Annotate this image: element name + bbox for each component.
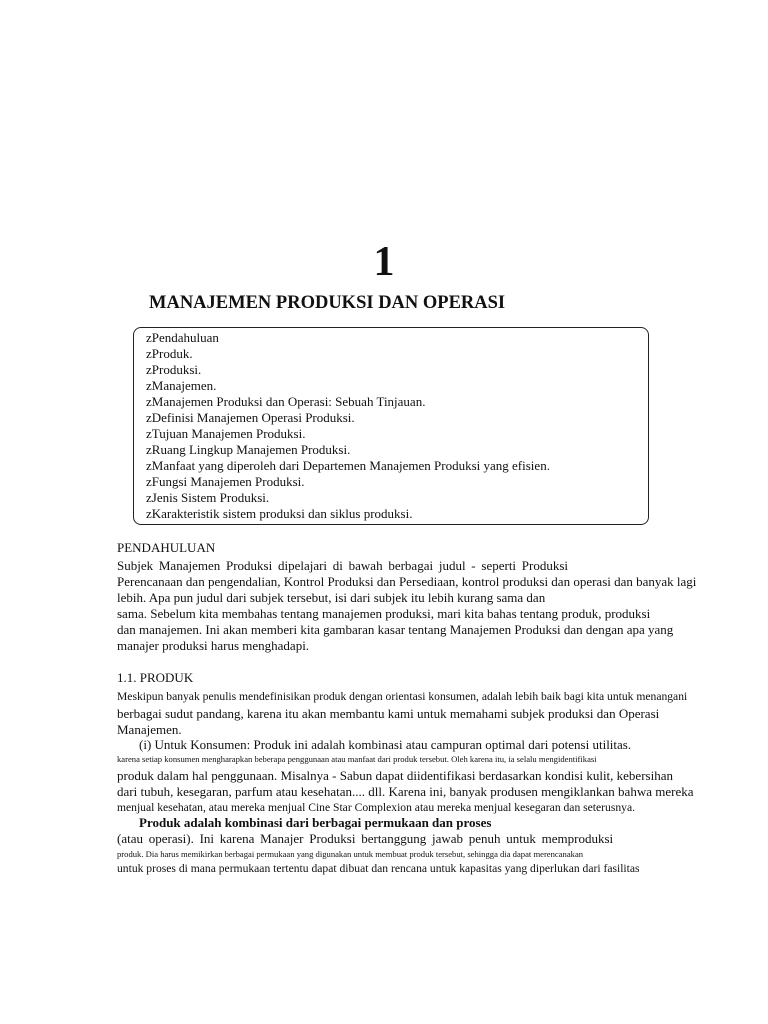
- toc-item: zJenis Sistem Produksi.: [146, 490, 270, 505]
- toc-item: zManajemen.: [146, 378, 217, 393]
- toc-item: zPendahuluan: [146, 330, 219, 345]
- toc-item: zProduksi.: [146, 362, 202, 377]
- paragraph-line: (atau operasi). Ini karena Manajer Produksi bertanggung jawab penuh untuk memproduksi: [117, 831, 614, 846]
- paragraph-line: dari tubuh, kesegaran, parfum atau kesehatan.... dll. Karena ini, banyak produsen mengiklankan bahwa mereka: [117, 784, 694, 799]
- toc-item: zRuang Lingkup Manajemen Produksi.: [146, 442, 351, 457]
- section-heading-produk: 1.1. PRODUK: [117, 670, 194, 685]
- paragraph-line: Meskipun banyak penulis mendefinisikan produk dengan orientasi konsumen, adalah lebih baik bagi kita untuk menangani: [117, 690, 688, 703]
- toc-list: [146, 330, 550, 522]
- paragraph-line: produk dalam hal penggunaan. Misalnya - Sabun dapat diidentifikasi berdasarkan kondisi kulit, kebersihan: [117, 768, 673, 783]
- paragraph-line: berbagai sudut pandang, karena itu akan membantu kami untuk memahami subjek produksi dan Operasi: [117, 706, 660, 721]
- paragraph-line: Manajemen.: [117, 722, 182, 737]
- toc-item: zKarakteristik sistem produksi dan siklus produksi.: [146, 506, 413, 521]
- paragraph-line: lebih. Apa pun judul dari subjek tersebut, isi dari subjek itu lebih kurang sama dan: [117, 590, 546, 605]
- paragraph-line: (i) Untuk Konsumen: Produk ini adalah kombinasi atau campuran optimal dari potensi utilitas.: [139, 737, 632, 752]
- paragraph-line: karena setiap konsumen mengharapkan beberapa penggunaan atau manfaat dari produk tersebut. Oleh karena itu, ia selalu mengidentifikasi: [117, 754, 597, 764]
- toc-item: zManfaat yang diperoleh dari Departemen Manajemen Produksi yang efisien.: [146, 458, 550, 473]
- paragraph-line: menjual kesehatan, atau mereka menjual Cine Star Complexion atau mereka menjual kesegaran dan seterusnya.: [117, 801, 635, 814]
- chapter-title: MANAJEMEN PRODUKSI DAN OPERASI: [149, 293, 506, 313]
- paragraph-line: untuk proses di mana permukaan tertentu dapat dibuat dan rencana untuk kapasitas yang diperlukan dari fasilitas: [117, 862, 640, 875]
- paragraph-line: Perencanaan dan pengendalian, Kontrol Produksi dan Persediaan, kontrol produksi dan operasi dan banyak lagi: [117, 574, 697, 589]
- paragraph-line: produk. Dia harus memikirkan berbagai permukaan yang digunakan untuk membuat produk tersebut, sehingga dia dapat merencanakan: [117, 849, 584, 859]
- section-heading-pendahuluan: PENDAHULUAN: [117, 540, 216, 555]
- paragraph-line: sama. Sebelum kita membahas tentang manajemen produksi, mari kita bahas tentang produk, produksi: [117, 606, 651, 621]
- toc-item: zFungsi Manajemen Produksi.: [146, 474, 305, 489]
- toc-item: zTujuan Manajemen Produksi.: [146, 426, 306, 441]
- toc-item: zProduk.: [146, 346, 193, 361]
- paragraph-line: dan manajemen. Ini akan memberi kita gambaran kasar tentang Manajemen Produksi dan dengan apa yang: [117, 622, 674, 637]
- paragraph-line-bold: Produk adalah kombinasi dari berbagai permukaan dan proses: [139, 815, 492, 830]
- toc-item: zManajemen Produksi dan Operasi: Sebuah Tinjauan.: [146, 394, 426, 409]
- paragraph-line: Subjek Manajemen Produksi dipelajari di bawah berbagai judul - seperti Produksi: [117, 558, 569, 573]
- toc-item: zDefinisi Manajemen Operasi Produksi.: [146, 410, 355, 425]
- paragraph-line: manajer produksi harus menghadapi.: [117, 638, 310, 653]
- chapter-number: 1: [373, 239, 395, 285]
